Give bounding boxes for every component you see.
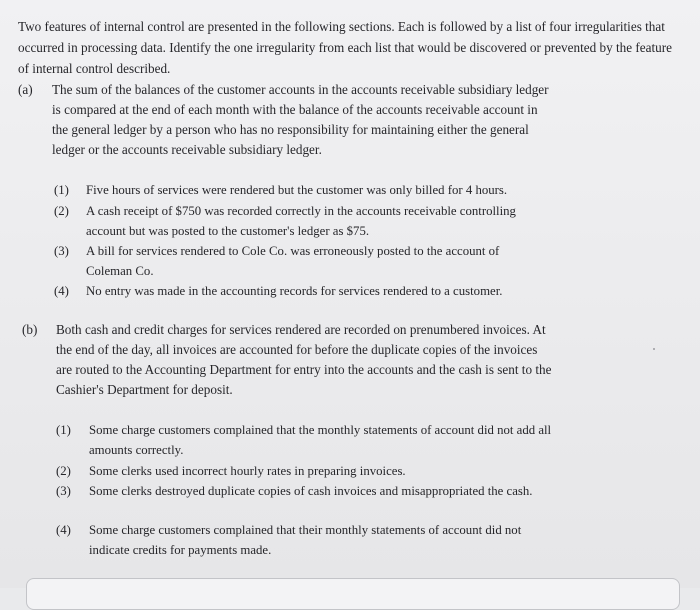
option-number: (3) <box>54 244 69 258</box>
option-number: (4) <box>54 284 69 298</box>
option-text: No entry was made in the accounting records for services rendered to a customer. <box>86 284 503 298</box>
option-text: Some charge customers complained that their monthly statements of account did not indicate credits for payments made. <box>89 523 522 557</box>
part-a-label: (a) <box>18 82 33 97</box>
option-number: (3) <box>56 484 71 498</box>
part-a-description: The sum of the balances of the customer accounts in the accounts receivable subsidiary ledger is compared at the end of each month with the balance of the accounts receivable account in the general ledger by a person who has no responsibility for maintaining either the general ledger or the accounts receivable subsidiary ledger. <box>52 82 549 157</box>
speck-mark <box>653 348 655 350</box>
option-number: (4) <box>56 523 71 537</box>
option-number: (1) <box>54 183 69 197</box>
option-text: Some clerks destroyed duplicate copies of cash invoices and misappropriated the cash. <box>89 484 533 498</box>
option-number: (2) <box>54 204 69 218</box>
option-text: Some clerks used incorrect hourly rates in preparing invoices. <box>89 464 406 478</box>
option-text: A bill for services rendered to Cole Co. was erroneously posted to the account of Coleman Co. <box>86 244 500 278</box>
part-b-label: (b) <box>22 322 38 337</box>
part-b-option-2 <box>56 461 556 481</box>
part-a-option-4 <box>54 281 554 301</box>
part-b-option-4 <box>56 520 556 560</box>
part-b-description: Both cash and credit charges for services rendered are recorded on prenumbered invoices. At the end of the day, all invoices are accounted for before the duplicate copies of the invoices are routed to the Accounting Department for entry into the accounts and the cash is sent to the Cashier's Department for deposit. <box>56 322 552 397</box>
part-b-option-3 <box>56 481 556 521</box>
answer-input-box[interactable] <box>26 578 680 610</box>
option-text: A cash receipt of $750 was recorded correctly in the accounts receivable controlling account but was posted to the customer's ledger as $75. <box>86 204 516 238</box>
part-a-option-2 <box>54 201 554 241</box>
part-a-option-3 <box>54 241 554 281</box>
part-b-option-1 <box>56 420 556 460</box>
option-number: (2) <box>56 464 71 478</box>
option-text: Five hours of services were rendered but the customer was only billed for 4 hours. <box>86 183 508 197</box>
part-a-option-1 <box>54 180 554 200</box>
option-number: (1) <box>56 423 71 437</box>
problem-instructions: Two features of internal control are presented in the following sections. Each is followed by a list of four irregularities that occurred in processing data. Identify the one irregularity from each list that would be discovered or prevented by the feature of internal control described. <box>18 19 672 76</box>
option-text: Some charge customers complained that the monthly statements of account did not add all amounts correctly. <box>89 423 552 457</box>
